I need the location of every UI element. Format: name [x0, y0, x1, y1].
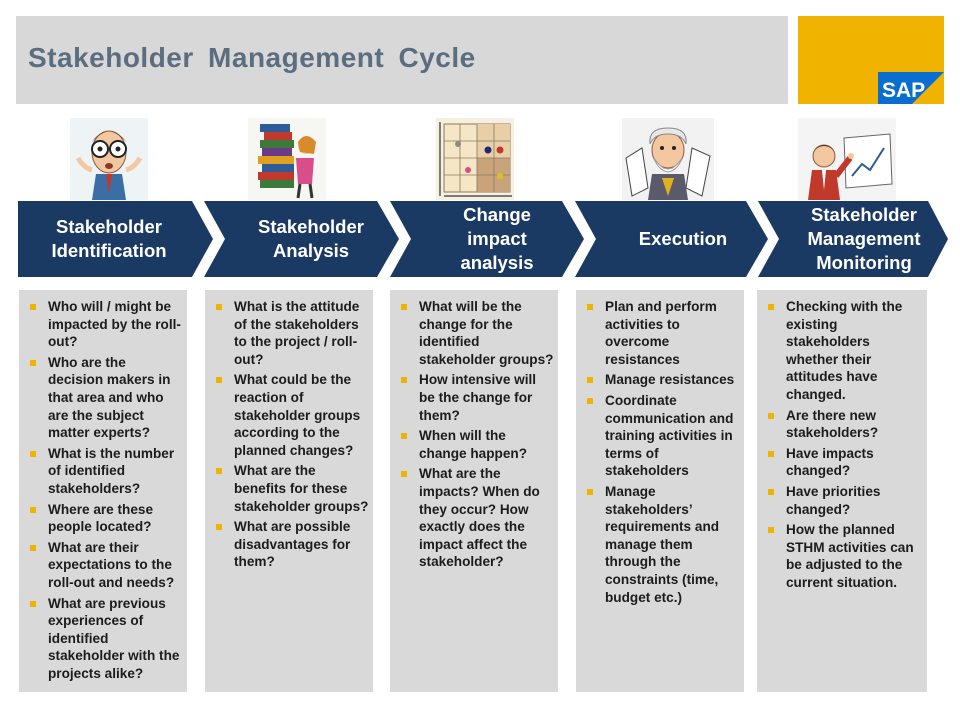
bullet-square-icon	[768, 413, 774, 419]
stage-title: Stakeholder Management Monitoring	[807, 203, 921, 274]
bullet-item	[765, 483, 923, 518]
bullet-text: How the planned STHM activities can be adjusted to the current situation.	[786, 522, 914, 590]
bullet-text: Manage resistances	[605, 372, 735, 388]
bullet-square-icon	[30, 507, 36, 513]
bullet-text: What could be the reaction of stakeholder groups according to the planned changes?	[234, 372, 361, 458]
title-bar	[16, 16, 788, 104]
stage-label-change-impact	[408, 200, 586, 278]
bullet-item	[27, 354, 183, 442]
column-execution	[576, 290, 744, 692]
bullet-item	[27, 595, 183, 683]
bullet-item	[27, 539, 183, 592]
bullet-text: Who are the decision makers in that area and who are the subject matter experts?	[48, 354, 171, 441]
bullet-item	[398, 427, 554, 462]
bullet-square-icon	[401, 377, 407, 383]
question-list	[390, 290, 558, 571]
stage-title: Change impact analysis	[460, 203, 534, 274]
bullet-square-icon	[30, 304, 36, 310]
activity-list	[576, 290, 744, 606]
bullet-item	[765, 407, 923, 442]
bullet-text: Plan and perform activities to overcome resistances	[605, 299, 717, 367]
question-list	[757, 290, 927, 592]
bullet-square-icon	[216, 304, 222, 310]
bullet-text: Have priorities changed?	[786, 483, 881, 517]
bullet-item	[584, 392, 740, 480]
bullet-square-icon	[401, 304, 407, 310]
bullet-text: What is the number of identified stakeholders?	[48, 445, 175, 496]
bullet-item	[27, 298, 183, 351]
bullet-text: How intensive will be the change for them?	[419, 372, 537, 423]
bullet-text: Have impacts changed?	[786, 445, 874, 479]
bullet-square-icon	[30, 360, 36, 366]
bullet-text: What are the benefits for these stakeholder groups?	[234, 463, 369, 514]
stage-label-execution	[594, 200, 772, 278]
surprised-man-with-glasses-icon	[70, 118, 148, 200]
bullet-square-icon	[401, 433, 407, 439]
logo-panel	[798, 16, 944, 104]
bullet-square-icon	[30, 451, 36, 457]
bullet-square-icon	[768, 527, 774, 533]
bullet-text: What are the impacts? When do they occur? How exactly does the impact affect the stakeholder?	[419, 466, 540, 570]
bullet-text: What is the attitude of the stakeholders to the project / roll-out?	[234, 299, 360, 367]
bullet-square-icon	[216, 377, 222, 383]
stage-title: Execution	[638, 227, 728, 249]
bullet-square-icon	[30, 545, 36, 551]
bullet-item	[398, 298, 554, 368]
bullet-item	[584, 371, 740, 389]
bullet-item	[213, 371, 369, 459]
bullet-text: Who will / might be impacted by the roll-out?	[48, 299, 181, 350]
sap-logo-text: SAP	[882, 79, 926, 102]
stage-label-identification	[18, 200, 200, 278]
bullet-text: Are there new stakeholders?	[786, 407, 879, 441]
bullet-square-icon	[216, 524, 222, 530]
bullet-square-icon	[587, 304, 593, 310]
bullet-square-icon	[30, 601, 36, 607]
bullet-item	[765, 445, 923, 480]
stage-label-monitoring	[776, 200, 952, 278]
column-identification	[19, 290, 187, 692]
bullet-item	[765, 298, 923, 404]
bullet-square-icon	[216, 468, 222, 474]
column-analysis	[205, 290, 373, 692]
bullet-square-icon	[587, 489, 593, 495]
question-list	[19, 290, 187, 682]
stage-flow	[0, 200, 960, 280]
old-man-with-papers-icon	[622, 118, 714, 200]
bullet-square-icon	[401, 471, 407, 477]
bullet-square-icon	[587, 398, 593, 404]
bullet-item	[398, 371, 554, 424]
bullet-text: What are possible disadvantages for them?	[234, 519, 351, 570]
bullet-text: What will be the change for the identified stakeholder groups?	[419, 299, 554, 367]
bullet-item	[765, 521, 923, 591]
bullet-square-icon	[768, 451, 774, 457]
sap-logo	[878, 72, 944, 104]
stage-title: Stakeholder Analysis	[258, 215, 364, 261]
bullet-item	[584, 298, 740, 368]
bullet-text: Where are these people located?	[48, 501, 154, 535]
bullet-item	[213, 298, 369, 368]
bullet-item	[27, 445, 183, 498]
bullet-item	[27, 501, 183, 536]
bullet-text: Checking with the existing stakeholders whether their attitudes have changed.	[786, 299, 903, 402]
bullet-text: What are their expectations to the roll-out and needs?	[48, 539, 175, 590]
bullet-item	[213, 462, 369, 515]
bullet-item	[584, 483, 740, 606]
bullet-item	[398, 465, 554, 571]
page-title: Stakeholder Management Cycle	[28, 42, 476, 73]
stage-label-analysis	[222, 200, 400, 278]
bullet-text: When will the change happen?	[419, 428, 528, 461]
bullet-text: Manage stakeholders’ requirements and manage them through the constraints (time, budget etc.)	[605, 483, 720, 605]
stage-title: Stakeholder Identification	[51, 215, 167, 261]
impact-matrix-grid-icon	[436, 118, 514, 200]
question-list	[205, 290, 373, 571]
man-presenting-chart-icon	[798, 118, 896, 200]
bullet-square-icon	[768, 304, 774, 310]
bullet-square-icon	[587, 377, 593, 383]
column-monitoring	[757, 290, 927, 692]
column-change-impact	[390, 290, 558, 692]
bullet-item	[213, 518, 369, 571]
bullet-text: What are previous experiences of identified stakeholder with the projects alike?	[48, 595, 180, 681]
person-carrying-book-stack-icon	[248, 118, 326, 200]
bullet-square-icon	[768, 489, 774, 495]
bullet-text: Coordinate communication and training activities in terms of stakeholders	[605, 392, 734, 479]
